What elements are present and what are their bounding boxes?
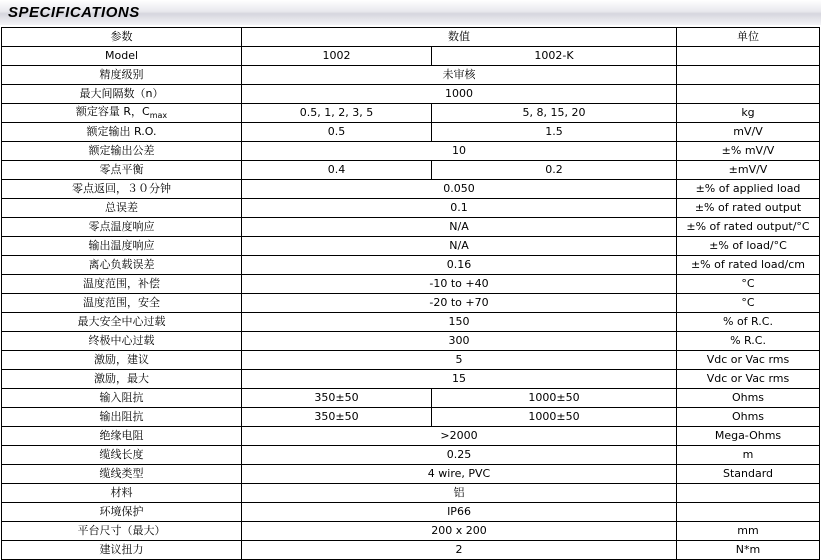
cell-parameter: 环境保护	[2, 503, 242, 522]
table-row	[2, 294, 820, 313]
table-row	[2, 123, 820, 142]
cell-parameter: 温度范围，安全	[2, 294, 242, 313]
cell-value: >2000	[242, 427, 677, 446]
cell-unit	[677, 66, 820, 85]
cell-unit: % of R.C.	[677, 313, 820, 332]
cell-value-1002: 0.5, 1, 2, 3, 5	[242, 104, 432, 123]
cell-value-1002: 0.5	[242, 123, 432, 142]
cell-value: 300	[242, 332, 677, 351]
table-row	[2, 218, 820, 237]
table-row	[2, 199, 820, 218]
table-row	[2, 408, 820, 427]
cell-unit: Vdc or Vac rms	[677, 351, 820, 370]
cell-value: 0.1	[242, 199, 677, 218]
cell-unit: Mega-Ohms	[677, 427, 820, 446]
table-row	[2, 503, 820, 522]
table-row	[2, 47, 820, 66]
table-row	[2, 180, 820, 199]
cell-unit: ±% of rated output	[677, 199, 820, 218]
cell-unit	[677, 503, 820, 522]
cell-parameter: 最大间隔数（n）	[2, 85, 242, 104]
cell-parameter: 精度级别	[2, 66, 242, 85]
cell-parameter: 额定输出公差	[2, 142, 242, 161]
cell-parameter: Model	[2, 47, 242, 66]
cell-parameter: 建议扭力	[2, 541, 242, 560]
cell-parameter: 最大安全中心过载	[2, 313, 242, 332]
table-row	[2, 237, 820, 256]
cell-value: 0.050	[242, 180, 677, 199]
cell-value: 1000	[242, 85, 677, 104]
cell-parameter: 输出阻抗	[2, 408, 242, 427]
cell-value: 15	[242, 370, 677, 389]
cell-unit: mm	[677, 522, 820, 541]
table-row	[2, 256, 820, 275]
column-header-unit: 单位	[677, 28, 820, 47]
cell-value: N/A	[242, 218, 677, 237]
cell-parameter: 材料	[2, 484, 242, 503]
table-row	[2, 522, 820, 541]
cell-parameter: 缆线长度	[2, 446, 242, 465]
cell-unit: kg	[677, 104, 820, 123]
cell-parameter: 温度范围，补偿	[2, 275, 242, 294]
table-row	[2, 66, 820, 85]
section-title-bar	[0, 0, 821, 26]
specifications-table	[1, 27, 820, 560]
cell-unit: ±% of load/°C	[677, 237, 820, 256]
table-row	[2, 389, 820, 408]
table-row	[2, 332, 820, 351]
cell-parameter: 激励，最大	[2, 370, 242, 389]
cell-unit: N*m	[677, 541, 820, 560]
cell-value: 200 x 200	[242, 522, 677, 541]
cell-parameter: 离心负载误差	[2, 256, 242, 275]
cell-unit: Vdc or Vac rms	[677, 370, 820, 389]
table-row	[2, 351, 820, 370]
table-row	[2, 370, 820, 389]
cell-value: 5	[242, 351, 677, 370]
cell-parameter: 终极中心过载	[2, 332, 242, 351]
cell-value-1002: 1002	[242, 47, 432, 66]
cell-value: 0.25	[242, 446, 677, 465]
table-row	[2, 313, 820, 332]
cell-unit: ±% of applied load	[677, 180, 820, 199]
cell-unit: ±% mV/V	[677, 142, 820, 161]
cell-unit: °C	[677, 294, 820, 313]
cell-value: IP66	[242, 503, 677, 522]
cell-parameter: 绝缘电阻	[2, 427, 242, 446]
cell-value-1002: 350±50	[242, 408, 432, 427]
table-row	[2, 446, 820, 465]
cell-value-1002-k: 0.2	[432, 161, 677, 180]
cell-value-1002-k: 1000±50	[432, 408, 677, 427]
column-header-parameter: 参数	[2, 28, 242, 47]
cell-unit	[677, 85, 820, 104]
column-header-value: 数值	[242, 28, 677, 47]
cell-value-1002: 350±50	[242, 389, 432, 408]
cell-parameter: 缆线类型	[2, 465, 242, 484]
cell-parameter: 零点平衡	[2, 161, 242, 180]
cell-unit: Ohms	[677, 408, 820, 427]
cell-value: 2	[242, 541, 677, 560]
cell-unit: °C	[677, 275, 820, 294]
table-row	[2, 484, 820, 503]
cell-value-1002-k: 5, 8, 15, 20	[432, 104, 677, 123]
cell-unit	[677, 47, 820, 66]
cell-unit: mV/V	[677, 123, 820, 142]
cell-value: -10 to +40	[242, 275, 677, 294]
table-row	[2, 142, 820, 161]
cell-value-1002: 0.4	[242, 161, 432, 180]
cell-value: 铝	[242, 484, 677, 503]
cell-value: 未审核	[242, 66, 677, 85]
cell-value-1002-k: 1002-K	[432, 47, 677, 66]
cell-parameter: 平台尺寸（最大）	[2, 522, 242, 541]
cell-parameter: 输出温度响应	[2, 237, 242, 256]
cell-value: 150	[242, 313, 677, 332]
cell-unit: ±% of rated load/cm	[677, 256, 820, 275]
table-row	[2, 275, 820, 294]
table-row	[2, 465, 820, 484]
cell-unit: ±% of rated output/°C	[677, 218, 820, 237]
cell-unit: Ohms	[677, 389, 820, 408]
cell-unit: m	[677, 446, 820, 465]
cell-value-1002-k: 1.5	[432, 123, 677, 142]
table-row	[2, 104, 820, 123]
table-row	[2, 541, 820, 560]
table-row	[2, 161, 820, 180]
table-header-row	[2, 28, 820, 47]
cell-parameter: 零点返回，３０分钟	[2, 180, 242, 199]
cell-value: -20 to +70	[242, 294, 677, 313]
cell-value: 10	[242, 142, 677, 161]
cell-unit: % R.C.	[677, 332, 820, 351]
table-row	[2, 427, 820, 446]
cell-unit	[677, 484, 820, 503]
cell-unit: Standard	[677, 465, 820, 484]
cell-value: 0.16	[242, 256, 677, 275]
cell-value-1002-k: 1000±50	[432, 389, 677, 408]
cell-parameter: 额定容量 R，$C_{max}$	[2, 104, 242, 123]
cell-unit: ±mV/V	[677, 161, 820, 180]
cell-parameter: 零点温度响应	[2, 218, 242, 237]
cell-value: 4 wire, PVC	[242, 465, 677, 484]
cell-value: N/A	[242, 237, 677, 256]
cell-parameter: 额定输出 R.O.	[2, 123, 242, 142]
cell-parameter: 激励，建议	[2, 351, 242, 370]
cell-parameter: 输入阻抗	[2, 389, 242, 408]
page-title: SPECIFICATIONS	[8, 4, 140, 21]
table-row	[2, 85, 820, 104]
cell-parameter: 总误差	[2, 199, 242, 218]
